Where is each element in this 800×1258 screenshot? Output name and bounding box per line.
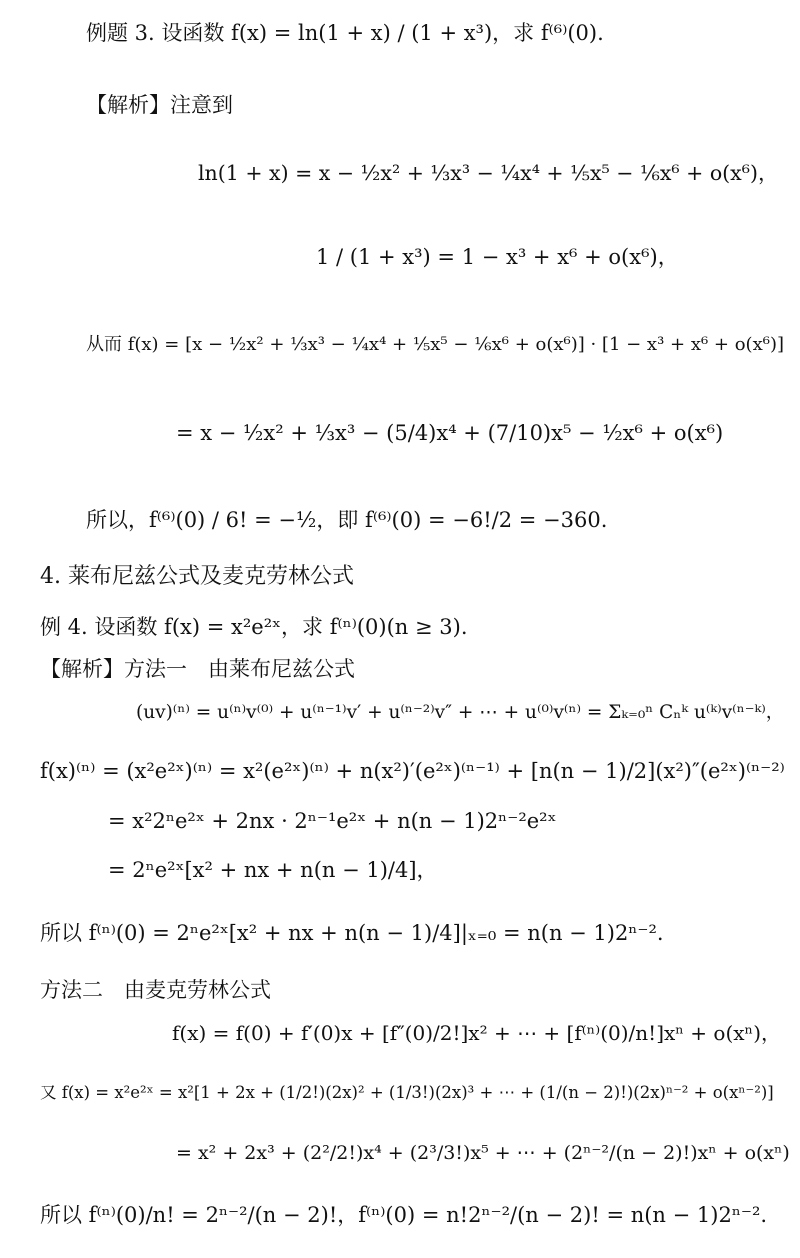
maclaurin-formula: f(x) = f(0) + f′(0)x + [f″(0)/2!]x² + ⋯ + [f⁽ⁿ⁾(0)/n!]xⁿ + o(xⁿ)， — [172, 1021, 781, 1045]
derivative-expansion-line-2: = x²2ⁿe²ˣ + 2nx · 2ⁿ⁻¹e²ˣ + n(n − 1)2ⁿ⁻²e²ˣ — [108, 809, 557, 833]
section-4-heading: 4. 莱布尼兹公式及麦克劳林公式 — [40, 564, 354, 589]
maclaurin-expansion-line-1: 又 f(x) = x²e²ˣ = x²[1 + 2x + (1/2!)(2x)² + (1/3!)(2x)³ + ⋯ + (1/(n − 2)!)(2x)ⁿ⁻² + o(xⁿ⁻²)] — [40, 1083, 774, 1102]
reciprocal-expansion-equation: 1 / (1 + x³) = 1 − x³ + x⁶ + o(x⁶)， — [316, 245, 679, 269]
method-two-label: 方法二 由麦克劳林公式 — [40, 978, 271, 1002]
derivative-expansion-line-3: = 2ⁿe²ˣ[x² + nx + n(n − 1)/4]， — [108, 858, 438, 882]
method-one-result: 所以 f⁽ⁿ⁾(0) = 2ⁿe²ˣ[x² + nx + n(n − 1)/4]|ₓ₌₀ = n(n − 1)2ⁿ⁻². — [40, 921, 664, 945]
product-equation: 从而 f(x) = [x − ½x² + ⅓x³ − ¼x⁴ + ⅕x⁵ − ⅙x⁶ + o(x⁶)] · [1 − x³ + x⁶ + o(x⁶)] — [86, 334, 784, 355]
example-3-statement: 例题 3. 设函数 f(x) = ln(1 + x) / (1 + x³)，求 f⁽⁶⁾(0). — [86, 21, 604, 45]
leibniz-formula: (uv)⁽ⁿ⁾ = u⁽ⁿ⁾v⁽⁰⁾ + u⁽ⁿ⁻¹⁾v′ + u⁽ⁿ⁻²⁾v″ + ⋯ + u⁽⁰⁾v⁽ⁿ⁾ = Σₖ₌₀ⁿ Cₙᵏ u⁽ᵏ⁾v⁽ⁿ⁻ᵏ⁾， — [136, 702, 785, 723]
example-3-conclusion: 所以，f⁽⁶⁾(0) / 6! = −½，即 f⁽⁶⁾(0) = −6!/2 = −360. — [86, 508, 608, 532]
product-result-equation: = x − ½x² + ⅓x³ − (5/4)x⁴ + (7/10)x⁵ − ½x⁶ + o(x⁶) — [176, 421, 724, 445]
final-result: 所以 f⁽ⁿ⁾(0)/n! = 2ⁿ⁻²/(n − 2)!，f⁽ⁿ⁾(0) = n!2ⁿ⁻²/(n − 2)! = n(n − 1)2ⁿ⁻². — [40, 1203, 768, 1227]
method-one-label: 【解析】方法一 由莱布尼兹公式 — [40, 657, 355, 681]
example-4-statement: 例 4. 设函数 f(x) = x²e²ˣ，求 f⁽ⁿ⁾(0)(n ≥ 3). — [40, 615, 468, 639]
ln-expansion-equation: ln(1 + x) = x − ½x² + ⅓x³ − ¼x⁴ + ⅕x⁵ − ⅙x⁶ + o(x⁶)， — [198, 161, 779, 185]
maclaurin-expansion-line-2: = x² + 2x³ + (2²/2!)x⁴ + (2³/3!)x⁵ + ⋯ + (2ⁿ⁻²/(n − 2)!)xⁿ + o(xⁿ) — [176, 1142, 790, 1164]
analysis-label: 【解析】注意到 — [86, 93, 233, 117]
derivative-expansion-line-1: f(x)⁽ⁿ⁾ = (x²e²ˣ)⁽ⁿ⁾ = x²(e²ˣ)⁽ⁿ⁾ + n(x²)′(e²ˣ)⁽ⁿ⁻¹⁾ + [n(n − 1)/2](x²)″(e²ˣ)⁽ⁿ⁻²⁾ — [40, 759, 785, 783]
